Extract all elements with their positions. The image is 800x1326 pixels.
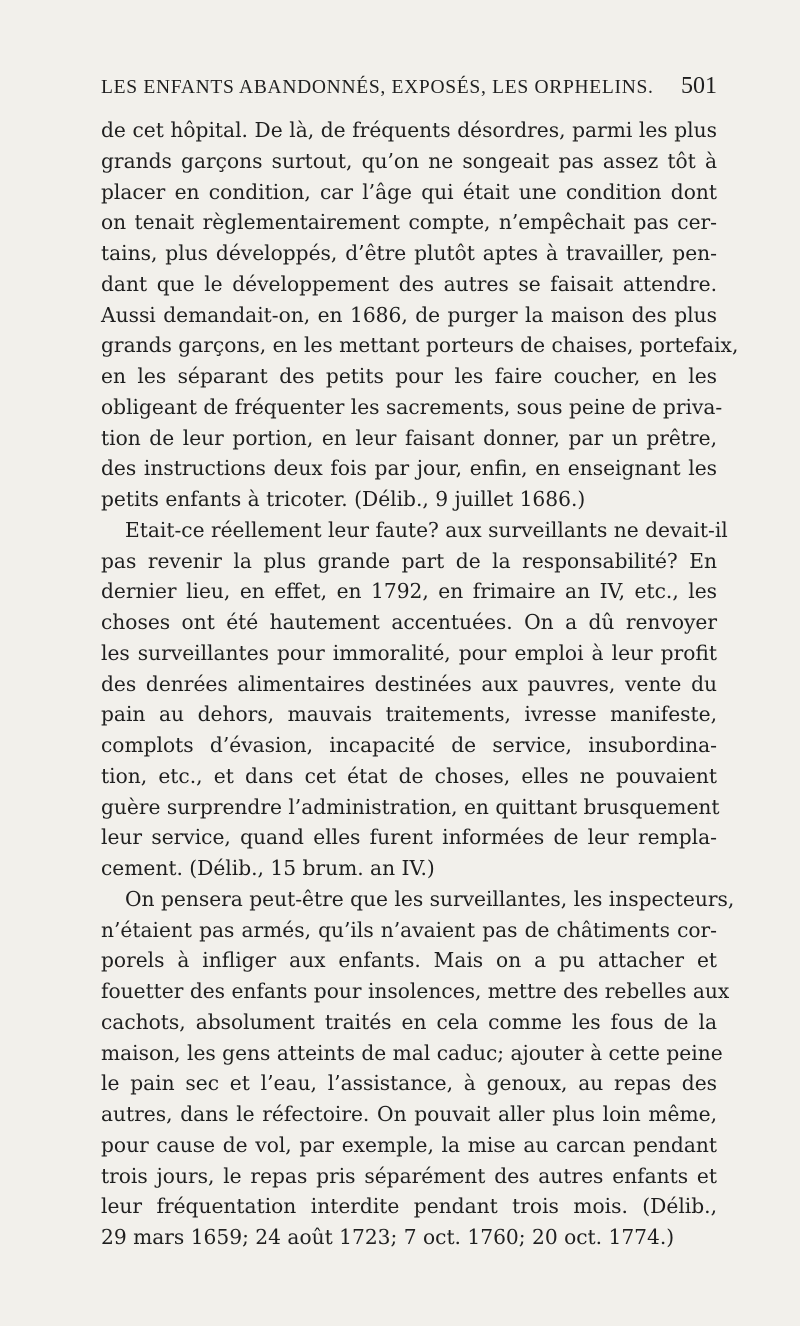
body-text <box>101 115 739 1253</box>
text-line: tion, etc., et dans cet état de choses, elles ne pouvaient <box>101 763 717 788</box>
text-line: obligeant de fréquenter les sacrements, sous peine de priva- <box>101 394 723 419</box>
paragraph-end-line: 29 mars 1659; 24 août 1723; 7 oct. 1760; 20 oct. 1774.) <box>101 1225 675 1249</box>
text-line: autres, dans le réfectoire. On pouvait aller plus loin même, <box>101 1102 717 1126</box>
text-line: choses ont été hautement accentuées. On a dû renvoyer <box>101 610 717 634</box>
paragraph-start-line: On pensera peut-être que les surveillantes, les inspecteurs, <box>125 886 735 911</box>
text-line: pain au dehors, mauvais traitements, ivresse manifeste, <box>101 702 717 727</box>
paragraph-start-line: Etait-ce réellement leur faute? aux surveillants ne devait-il <box>125 517 728 542</box>
text-line: leur service, quand elles furent informées de leur rempla- <box>101 825 717 850</box>
text-line: fouetter des enfants pour insolences, mettre des rebelles aux <box>101 979 730 1003</box>
text-line: trois jours, le repas pris séparément des autres enfants et <box>101 1163 717 1188</box>
paragraph-end-line: petits enfants à tricoter. (Délib., 9 juillet 1686.) <box>101 487 586 511</box>
text-line: les surveillantes pour immoralité, pour emploi à leur profit <box>101 640 717 665</box>
text-line: pas revenir la plus grande part de la responsabilité? En <box>101 548 717 573</box>
text-line: de cet hôpital. De là, de fréquents désordres, parmi les plus <box>101 118 717 142</box>
text-line: Aussi demandait-on, en 1686, de purger la maison des plus <box>101 302 717 327</box>
text-line: leur fréquentation interdite pendant trois mois. (Délib., <box>101 1194 717 1219</box>
text-line: des denrées alimentaires destinées aux pauvres, vente du <box>101 671 717 696</box>
text-line: placer en condition, car l’âge qui était une condition dont <box>101 179 717 204</box>
text-line: grands garçons surtout, qu’on ne songeait pas assez tôt à <box>101 148 717 173</box>
running-title: LES ENFANTS ABANDONNÉS, EXPOSÉS, LES ORPHELINS. <box>101 77 654 98</box>
text-line: pour cause de vol, par exemple, la mise au carcan pendant <box>101 1132 717 1157</box>
text-line: maison, les gens atteints de mal caduc; ajouter à cette peine <box>101 1040 723 1065</box>
paragraph-end-line: cement. (Délib., 15 brum. an IV.) <box>101 856 435 880</box>
text-line: complots d’évasion, incapacité de service, insubordina- <box>101 733 717 757</box>
text-line: grands garçons, en les mettant porteurs de chaises, portefaix, <box>101 333 739 358</box>
text-line: tains, plus développés, d’être plutôt aptes à travailler, pen- <box>101 241 717 265</box>
text-line: en les séparant des petits pour les faire coucher, en les <box>101 364 717 388</box>
text-line: dant que le développement des autres se faisait attendre. <box>101 271 717 296</box>
page-number: 501 <box>681 73 717 99</box>
text-line: on tenait règlementairement compte, n’empêchait pas cer- <box>101 210 717 235</box>
running-header <box>101 73 717 100</box>
text-line: dernier lieu, en effet, en 1792, en frimaire an IV, etc., les <box>101 579 717 604</box>
text-line: des instructions deux fois par jour, enfin, en enseignant les <box>101 456 717 481</box>
text-line: cachots, absolument traités en cela comme les fous de la <box>101 1009 717 1034</box>
text-line: porels à infliger aux enfants. Mais on a pu attacher et <box>101 948 717 973</box>
text-line: guère surprendre l’administration, en quittant brusquement <box>101 794 720 819</box>
text-line: tion de leur portion, en leur faisant donner, par un prêtre, <box>101 425 717 450</box>
text-line: n’étaient pas armés, qu’ils n’avaient pas de châtiments cor- <box>101 917 717 942</box>
text-line: le pain sec et l’eau, l’assistance, à genoux, au repas des <box>101 1071 717 1096</box>
